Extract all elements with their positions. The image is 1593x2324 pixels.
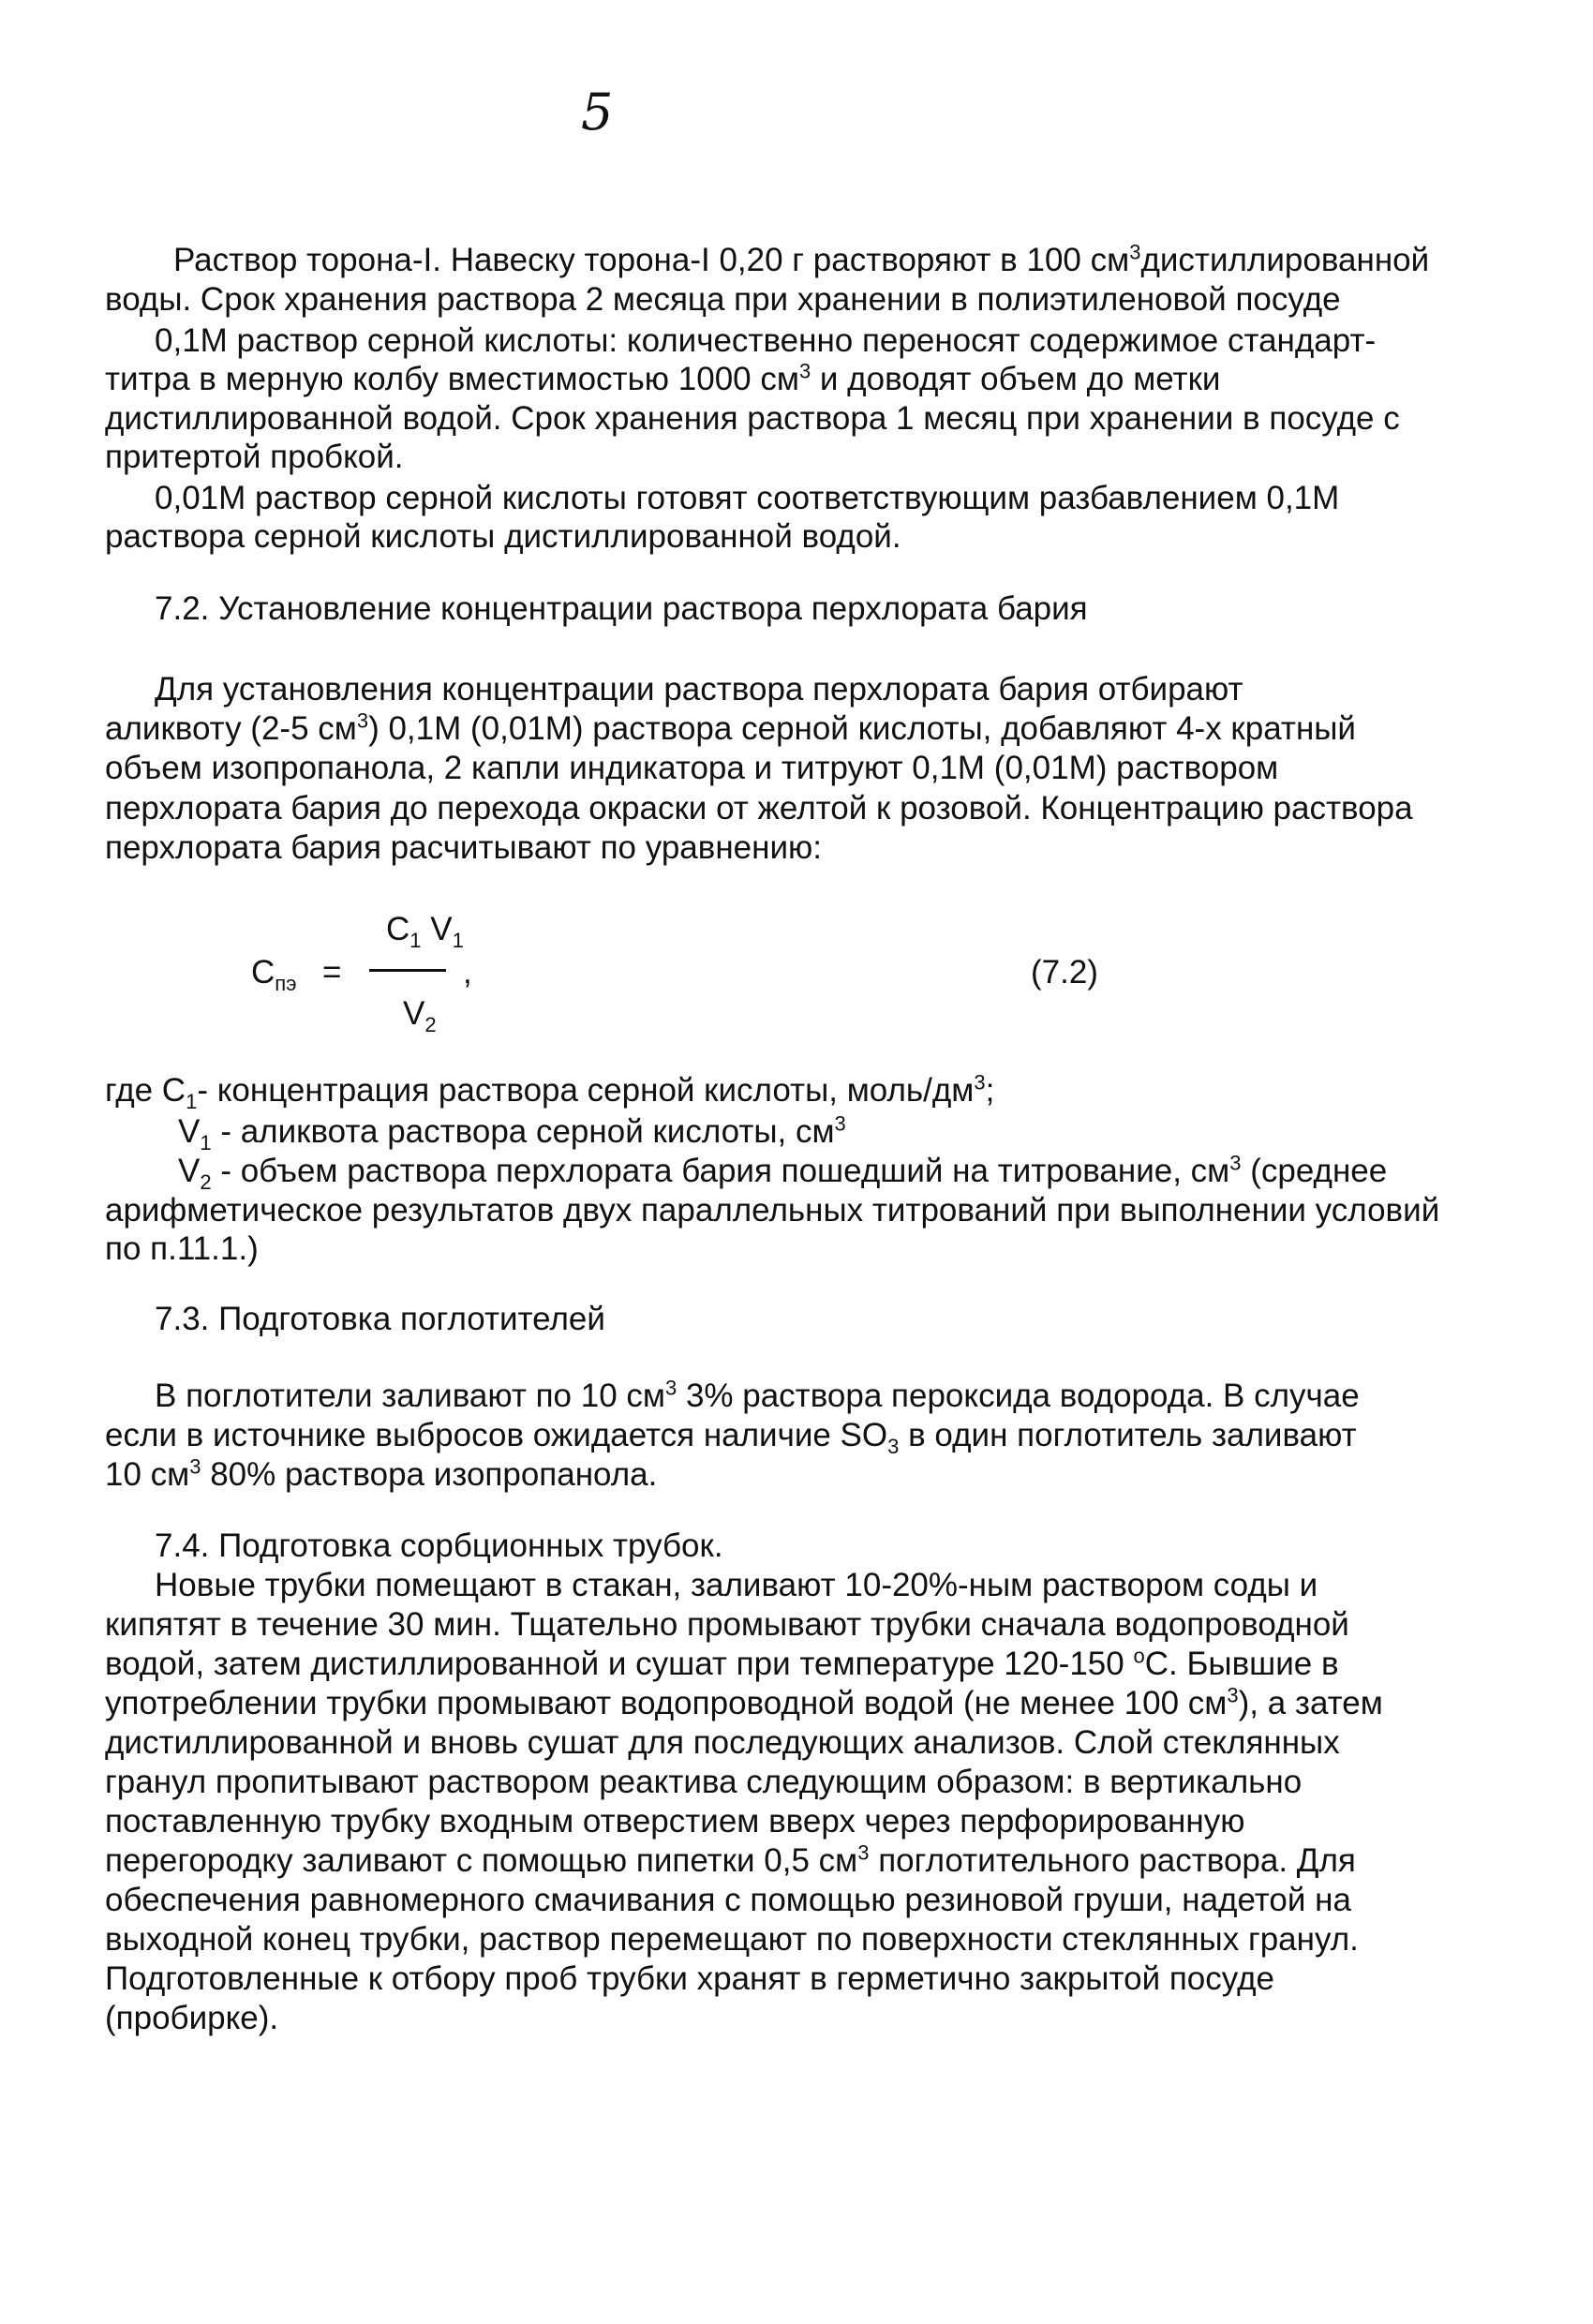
text-run: где C: [105, 1072, 186, 1109]
text-run: 7.2. Установление концентрации раствора перхлората бария: [155, 590, 1088, 627]
text-line: [105, 361, 1220, 398]
formula-equals: =: [322, 954, 342, 991]
formula-number: (7.2): [1031, 954, 1098, 991]
superscript: 3: [857, 1840, 870, 1865]
text-line: [105, 1417, 1357, 1458]
text-run: по п.11.1.): [105, 1230, 259, 1267]
text-line: [105, 1921, 1359, 1959]
text-run: объем изопропанола, 2 капли индикатора и титруют 0,1М (0,01М) раствором: [105, 750, 1279, 786]
text-run: Для установления концентрации раствора перхлората бария отбирают: [155, 671, 1243, 708]
text-line: [105, 750, 1278, 787]
superscript: 3: [356, 708, 369, 733]
text-run: 7.4. Подготовка сорбционных трубок.: [155, 1527, 723, 1564]
subscript: 1: [200, 1131, 212, 1155]
text-run: В поглотители заливают по 10 см: [155, 1378, 665, 1414]
text-run: выходной конец трубки, раствор перемещают по поверхности стеклянных гранул.: [105, 1921, 1359, 1958]
text-line: [105, 1724, 1340, 1762]
text-line: [105, 1070, 995, 1113]
subscript: 3: [887, 1435, 900, 1458]
text-run: водой, затем дистиллированной и сушат при температуре 120-150: [105, 1646, 1134, 1682]
text-run: - аликвота раствора серной кислоты, см: [211, 1113, 835, 1150]
text-run: если в источнике выбросов ожидается наличие SO: [105, 1417, 888, 1453]
text-line: [155, 671, 1243, 708]
text-line: [155, 1301, 605, 1338]
text-run: и доводят объем до метки: [811, 361, 1221, 397]
superscript: 3: [1227, 1683, 1239, 1707]
page-number: 5: [581, 82, 616, 142]
subscript: 2: [200, 1170, 212, 1194]
text-line: [155, 1567, 1318, 1604]
text-run: аликвоту (2-5 см: [105, 710, 357, 747]
text-line: [105, 1606, 1349, 1644]
text-line: [178, 1151, 1388, 1194]
superscript: 3: [189, 1454, 201, 1479]
text-run: кипятят в течение 30 мин. Тщательно промывают трубки сначала водопроводной: [105, 1606, 1349, 1643]
text-line: [105, 439, 404, 476]
text-run: (среднее: [1241, 1153, 1388, 1189]
text-run: притертой пробкой.: [105, 439, 404, 475]
text-run: воды. Срок хранения раствора 2 месяца при хранении в полиэтиленовой посуде: [105, 281, 1341, 318]
text-run: С. Бывшие в: [1144, 1646, 1339, 1682]
formula-comma: ,: [463, 954, 472, 991]
text-run: ;: [985, 1072, 995, 1109]
text-run: V: [178, 1113, 201, 1150]
text-line: [105, 829, 822, 867]
formula-denominator: $V_2$: [403, 995, 437, 1036]
text-run: - концентрация раствора серной кислоты, моль/дм: [197, 1072, 975, 1109]
text-run: 7.3. Подготовка поглотителей: [155, 1301, 605, 1337]
text-line: [155, 1378, 1360, 1415]
text-line: [105, 1842, 1356, 1880]
text-line: [155, 480, 1339, 517]
text-run: перхлората бария до перехода окраски от желтой к розовой. Концентрацию раствора: [105, 790, 1413, 827]
text-run: дистиллированной водой. Срок хранения раствора 1 месяц при хранении в посуде с: [105, 400, 1400, 437]
superscript: o: [1133, 1644, 1145, 1668]
formula-numerator: $C_1$ $V_1$: [386, 911, 464, 952]
text-run: - объем раствора перхлората бария пошедший на титрование, см: [211, 1153, 1230, 1189]
text-line: [105, 1456, 657, 1494]
text-run: гранул пропитывают раствором реактива следующим образом: в вертикально: [105, 1764, 1303, 1800]
text-line: [155, 590, 1088, 628]
text-line: [105, 1960, 1274, 1998]
text-line: [105, 790, 1413, 827]
text-line: [105, 400, 1400, 438]
text-run: поставленную трубку входным отверстием вверх через перфорированную: [105, 1803, 1245, 1840]
text-line: [105, 2000, 278, 2037]
text-run: употреблении трубки промывают водопроводной водой (не менее 100 см: [105, 1685, 1228, 1721]
superscript: 3: [974, 1070, 986, 1095]
text-run: дистиллированной: [1140, 242, 1430, 278]
superscript: 3: [1129, 240, 1141, 264]
text-run: Новые трубки помещают в стакан, заливают 10-20%-ным раствором соды и: [155, 1567, 1318, 1603]
text-line: [105, 710, 1356, 748]
text-run: раствора серной кислоты дистиллированной водой.: [105, 518, 901, 555]
text-run: ), а затем: [1238, 1685, 1383, 1721]
text-line: [105, 518, 901, 556]
text-run: 0,01М раствор серной кислоты готовят соответствующим разбавлением 0,1М: [155, 480, 1340, 516]
text-run: Подготовленные к отбору проб трубки хранят в герметично закрытой посуде: [105, 1960, 1274, 1997]
text-run: 3% раствора пероксида водорода. В случае: [677, 1378, 1360, 1414]
text-line: [105, 1192, 1439, 1229]
text-line: [178, 1111, 846, 1155]
text-run: перхлората бария расчитывают по уравнению:: [105, 829, 822, 866]
text-run: дистиллированной и вновь сушат для последующих анализов. Слой стеклянных: [105, 1724, 1340, 1761]
superscript: 3: [1229, 1151, 1242, 1175]
text-line: [105, 281, 1341, 319]
text-run: арифметическое результатов двух параллельных титрований при выполнении условий: [105, 1192, 1440, 1229]
superscript: 3: [834, 1111, 846, 1136]
text-line: [155, 322, 1376, 360]
text-run: 80% раствора изопропанола.: [201, 1456, 658, 1493]
text-run: титра в мерную колбу вместимостью 1000 см: [105, 361, 799, 397]
text-run: (пробирке).: [105, 2000, 279, 2036]
text-line: [105, 1646, 1339, 1683]
text-line: [105, 1685, 1383, 1722]
text-run: перегородку заливают с помощью пипетки 0,5 см: [105, 1842, 858, 1879]
text-line: [105, 1803, 1244, 1840]
formula-lhs: $C_{пэ}$: [251, 954, 297, 995]
superscript: 3: [798, 359, 811, 383]
superscript: 3: [664, 1376, 677, 1400]
text-line: [155, 1527, 723, 1565]
text-line: [105, 1882, 1351, 1919]
text-run: обеспечения равномерного смачивания с помощью резиновой груши, надетой на: [105, 1882, 1351, 1918]
text-run: Раствор торона-I. Навеску торона-I 0,20 г растворяют в 100 см: [173, 242, 1130, 278]
text-run: V: [178, 1153, 201, 1189]
text-line: [173, 242, 1429, 279]
text-run: в один поглотитель заливают: [899, 1417, 1357, 1453]
fraction-bar: [369, 969, 446, 972]
text-line: [105, 1230, 259, 1268]
text-run: 0,1М раствор серной кислоты: количественно переносят содержимое стандарт-: [155, 322, 1377, 359]
text-line: [105, 1764, 1302, 1801]
text-run: поглотительного раствора. Для: [869, 1842, 1356, 1879]
text-run: ) 0,1М (0,01М) раствора серной кислоты, добавляют 4-х кратный: [368, 710, 1356, 747]
text-run: 10 см: [105, 1456, 190, 1493]
subscript: 1: [186, 1090, 198, 1113]
